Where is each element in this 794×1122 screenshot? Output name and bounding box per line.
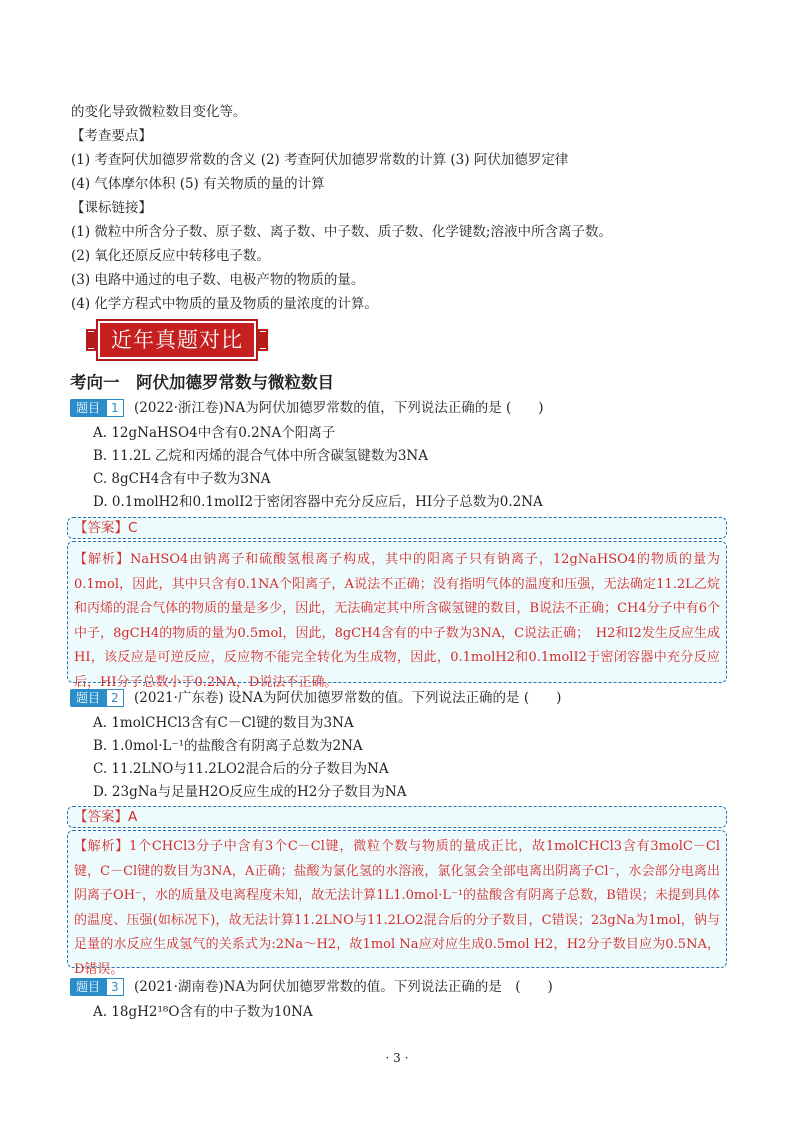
- intro-line-6: (1) 微粒中所含分子数、原子数、离子数、中子数、质子数、化学键数;溶液中所含离子数。: [71, 224, 612, 240]
- question-2-stem: (2021·广东卷) 设NA为阿伏加德罗常数的值。下列说法正确的是 ( ): [134, 690, 562, 706]
- intro-line-1: 的变化导致微粒数目变化等。: [71, 104, 247, 120]
- question-tag-3: [70, 978, 124, 996]
- question-3-stem: (2021·湖南卷)NA为阿伏加德罗常数的值。下列说法正确的是 ( ): [134, 979, 553, 995]
- intro-line-8: (3) 电路中通过的电子数、电极产物的物质的量。: [71, 272, 365, 288]
- intro-heading-curriculum: 【课标链接】: [71, 200, 152, 216]
- intro-line-7: (2) 氧化还原反应中转移电子数。: [71, 248, 270, 264]
- intro-line-9: (4) 化学方程式中物质的量及物质的量浓度的计算。: [71, 296, 378, 312]
- question-1-option-c: C. 8gCH4含有中子数为3NA: [93, 471, 271, 487]
- question-2-option-b: B. 1.0mol·L⁻¹的盐酸含有阴离子总数为2NA: [93, 738, 363, 754]
- intro-heading-key-points: 【考查要点】: [71, 128, 152, 144]
- question-1-stem: (2022·浙江卷)NA为阿伏加德罗常数的值，下列说法正确的是 ( ): [134, 400, 544, 416]
- question-tag-2: [70, 689, 124, 707]
- question-1-option-d: D. 0.1molH2和0.1molI2于密闭容器中充分反应后，HI分子总数为0.2NA: [93, 494, 543, 510]
- section-title: 考向一 阿伏加德罗常数与微粒数目: [70, 373, 334, 392]
- intro-line-3: (1) 考查阿伏加德罗常数的含义 (2) 考查阿伏加德罗常数的计算 (3) 阿伏加德罗定律: [71, 152, 569, 168]
- answer-box-1: [67, 517, 727, 539]
- banner-title: 近年真题对比: [111, 328, 243, 352]
- question-2-option-a: A. 1molCHCl3含有C－Cl键的数目为3NA: [93, 715, 354, 731]
- answer-box-2: [67, 806, 727, 828]
- question-3-option-a: A. 18gH2¹⁸O含有的中子数为10NA: [93, 1004, 313, 1020]
- analysis-box-1: [67, 541, 727, 690]
- question-1-option-b: B. 11.2L 乙烷和丙烯的混合气体中所含碳氢键数为3NA: [93, 448, 428, 464]
- question-2-option-d: D. 23gNa与足量H2O反应生成的H2分子数目为NA: [93, 784, 407, 800]
- analysis-1: 【解析】NaHSO4由钠离子和硫酸氢根离子构成，其中的阳离子只有钠离子，12gNaHSO4的物质的量为0.1mol，因此，其中只含有0.1NA个阳离子，A说法不正确；没有指明气体的温度和压强，无法确定11.2L乙烷和丙烯的混合气体的物质的量是多少，因此，无法确定其中所含碳氢键的数目，B说法不正确；CH4分子中有6个中子，8gCH4的物质的量为0.5mol，因此，8gCH4含有的中子数为3NA，C说法正确； H2和I2发生反应生成HI，该反应是可逆反应，反应物不能完全转化为生成物，因此，0.1molH2和0.1molI2于密闭容器中充分反应后，HI分子总数小于0.2NA，D说法不正确。: [74, 552, 720, 690]
- analysis-2: 【解析】1个CHCl3分子中含有3个C－Cl键，微粒个数与物质的量成正比，故1molCHCl3含有3molC－Cl键，C－Cl键的数目为3NA，A正确；盐酸为氯化氢的水溶液，氯化氢会全部电离出阴离子Cl⁻，水会部分电离出阴离子OH⁻，水的质量及电离程度未知，故无法计算1L1.0mol·L⁻¹的盐酸含有阴离子总数，B错误；未提到具体的温度、压强(如标况下)，故无法计算11.2LNO与11.2LO2混合后的分子数目，C错误；23gNa为1mol，钠与足量的水反应生成氢气的关系式为:2Na～H2，故1mol Na应对应生成0.5mol H2，H2分子数目应为0.5NA，D错误。: [74, 839, 720, 977]
- banner-ornament-right: [258, 329, 268, 351]
- banner-center: [98, 321, 256, 359]
- question-tag-label: 题目: [70, 978, 106, 996]
- answer-2: 【答案】A: [74, 809, 138, 825]
- page-number: · 3 ·: [385, 1051, 409, 1065]
- question-tag-number: 2: [106, 689, 124, 707]
- banner-ornament-left: [86, 329, 96, 351]
- question-tag-1: [70, 399, 124, 417]
- section-banner: [86, 321, 268, 359]
- question-tag-label: 题目: [70, 689, 106, 707]
- analysis-box-2: [67, 830, 727, 977]
- question-tag-number: 1: [106, 399, 124, 417]
- intro-line-4: (4) 气体摩尔体积 (5) 有关物质的量的计算: [71, 176, 325, 192]
- question-tag-number: 3: [106, 978, 124, 996]
- answer-1: 【答案】C: [74, 520, 138, 536]
- question-1-option-a: A. 12gNaHSO4中含有0.2NA个阳离子: [93, 425, 336, 441]
- question-2-option-c: C. 11.2LNO与11.2LO2混合后的分子数目为NA: [93, 761, 389, 777]
- question-tag-label: 题目: [70, 399, 106, 417]
